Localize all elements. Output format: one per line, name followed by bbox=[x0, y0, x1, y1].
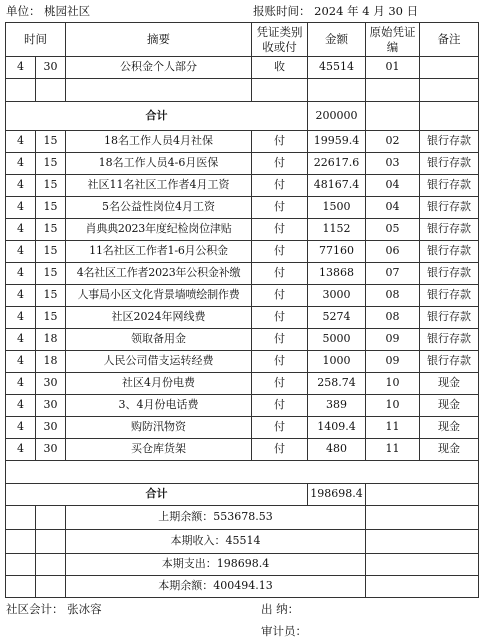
cell-type: 付 bbox=[252, 395, 308, 417]
cell-month: 4 bbox=[6, 307, 36, 329]
cell-remark: 银行存款 bbox=[420, 307, 479, 329]
accountant-signature: 社区会计： 张冰容 bbox=[6, 602, 102, 616]
table-row bbox=[6, 439, 479, 461]
cell-month: 4 bbox=[6, 439, 36, 461]
cell-summary: 3、4月份电话费 bbox=[66, 395, 252, 417]
col-time: 时间 bbox=[6, 23, 66, 57]
current-income-row bbox=[6, 530, 479, 554]
cell-summary: 购防汛物资 bbox=[66, 417, 252, 439]
cell-remark: 银行存款 bbox=[420, 329, 479, 351]
cell-day: 15 bbox=[36, 307, 66, 329]
cell-remark: 银行存款 bbox=[420, 351, 479, 373]
cell-remark bbox=[420, 57, 479, 79]
expense-total-row bbox=[6, 484, 479, 506]
cell-month: 4 bbox=[6, 395, 36, 417]
cell-day: 30 bbox=[36, 395, 66, 417]
cell-voucher-no: 06 bbox=[366, 241, 420, 263]
cell-type: 付 bbox=[252, 175, 308, 197]
cell-day: 15 bbox=[36, 131, 66, 153]
table-row bbox=[6, 263, 479, 285]
cell-remark: 现金 bbox=[420, 439, 479, 461]
cell-month: 4 bbox=[6, 175, 36, 197]
cell-type: 收 bbox=[252, 57, 308, 79]
cell-month: 4 bbox=[6, 197, 36, 219]
table-row bbox=[6, 131, 479, 153]
cell-day: 15 bbox=[36, 153, 66, 175]
cell-type: 付 bbox=[252, 351, 308, 373]
cell-amount: 1500 bbox=[308, 197, 366, 219]
col-summary: 摘要 bbox=[66, 23, 252, 57]
cell-amount: 77160 bbox=[308, 241, 366, 263]
cell-voucher-no: 07 bbox=[366, 263, 420, 285]
cell-amount: 258.74 bbox=[308, 373, 366, 395]
cell-month: 4 bbox=[6, 373, 36, 395]
cell-type: 付 bbox=[252, 153, 308, 175]
current-expense-row bbox=[6, 554, 479, 576]
cell-remark: 银行存款 bbox=[420, 263, 479, 285]
header-row bbox=[6, 23, 479, 57]
cell-voucher-no: 08 bbox=[366, 285, 420, 307]
cell-remark: 银行存款 bbox=[420, 241, 479, 263]
expense-total-amount: 198698.4 bbox=[308, 484, 366, 506]
cell-day: 30 bbox=[36, 439, 66, 461]
cell-remark: 现金 bbox=[420, 373, 479, 395]
cell-type: 付 bbox=[252, 417, 308, 439]
cell-day: 15 bbox=[36, 219, 66, 241]
cell-summary: 社区11名社区工作者4月工资 bbox=[66, 175, 252, 197]
table-row bbox=[6, 307, 479, 329]
cell-remark: 现金 bbox=[420, 417, 479, 439]
cell-day: 30 bbox=[36, 373, 66, 395]
cell-day: 15 bbox=[36, 263, 66, 285]
blank-row bbox=[6, 461, 479, 484]
table-row bbox=[6, 329, 479, 351]
cell-type: 付 bbox=[252, 263, 308, 285]
blank-row bbox=[6, 79, 479, 102]
table-row bbox=[6, 373, 479, 395]
table-row bbox=[6, 153, 479, 175]
cell-amount: 45514 bbox=[308, 57, 366, 79]
cell-voucher-no: 10 bbox=[366, 395, 420, 417]
cell-remark: 银行存款 bbox=[420, 197, 479, 219]
cell-summary: 5名公益性岗位4月工资 bbox=[66, 197, 252, 219]
income-total-row bbox=[6, 102, 479, 131]
cell-day: 18 bbox=[36, 351, 66, 373]
table-row bbox=[6, 241, 479, 263]
cell-remark: 银行存款 bbox=[420, 175, 479, 197]
ledger-table bbox=[5, 22, 479, 598]
cell-summary: 公积金个人部分 bbox=[66, 57, 252, 79]
cell-month: 4 bbox=[6, 57, 36, 79]
report-date: 报账时间： 2024 年 4 月 30 日 bbox=[253, 4, 419, 18]
cell-voucher-no: 01 bbox=[366, 57, 420, 79]
cell-remark: 银行存款 bbox=[420, 153, 479, 175]
cell-amount: 13868 bbox=[308, 263, 366, 285]
current-income: 本期收入：45514 bbox=[66, 530, 366, 554]
cell-voucher-no: 09 bbox=[366, 351, 420, 373]
cell-voucher-no: 09 bbox=[366, 329, 420, 351]
cell-voucher-no: 08 bbox=[366, 307, 420, 329]
cell-type: 付 bbox=[252, 373, 308, 395]
cell-summary: 18名工作人员4月社保 bbox=[66, 131, 252, 153]
cell-day: 30 bbox=[36, 417, 66, 439]
cell-month: 4 bbox=[6, 285, 36, 307]
cell-day: 30 bbox=[36, 57, 66, 79]
cell-month: 4 bbox=[6, 131, 36, 153]
col-voucher-type: 凭证类别收或付 bbox=[252, 23, 308, 57]
cell-voucher-no: 11 bbox=[366, 417, 420, 439]
current-balance-row bbox=[6, 576, 479, 598]
cell-type: 付 bbox=[252, 241, 308, 263]
cell-voucher-no: 03 bbox=[366, 153, 420, 175]
cell-summary: 18名工作人员4-6月医保 bbox=[66, 153, 252, 175]
cell-summary: 社区2024年网线费 bbox=[66, 307, 252, 329]
cashier-signature: 出 纳： bbox=[261, 602, 300, 616]
cell-type: 付 bbox=[252, 131, 308, 153]
cell-amount: 1000 bbox=[308, 351, 366, 373]
cell-amount: 3000 bbox=[308, 285, 366, 307]
cell-type: 付 bbox=[252, 329, 308, 351]
current-expense: 本期支出：198698.4 bbox=[66, 554, 366, 576]
cell-voucher-no: 10 bbox=[366, 373, 420, 395]
table-row bbox=[6, 285, 479, 307]
cell-month: 4 bbox=[6, 219, 36, 241]
table-row bbox=[6, 351, 479, 373]
cell-type: 付 bbox=[252, 307, 308, 329]
expense-total-label: 合计 bbox=[6, 484, 308, 506]
cell-amount: 5274 bbox=[308, 307, 366, 329]
cell-summary: 11名社区工作者1-6月公积金 bbox=[66, 241, 252, 263]
cell-amount: 19959.4 bbox=[308, 131, 366, 153]
cell-voucher-no: 02 bbox=[366, 131, 420, 153]
table-row bbox=[6, 395, 479, 417]
cell-month: 4 bbox=[6, 329, 36, 351]
cell-remark: 银行存款 bbox=[420, 285, 479, 307]
table-row bbox=[6, 197, 479, 219]
cell-summary: 领取备用金 bbox=[66, 329, 252, 351]
cell-amount: 22617.6 bbox=[308, 153, 366, 175]
cell-type: 付 bbox=[252, 197, 308, 219]
income-total-amount: 200000 bbox=[308, 102, 366, 131]
table-row bbox=[6, 219, 479, 241]
table-row bbox=[6, 175, 479, 197]
cell-type: 付 bbox=[252, 219, 308, 241]
current-balance: 本期余额：400494.13 bbox=[66, 576, 366, 598]
cell-summary: 买仓库货架 bbox=[66, 439, 252, 461]
table-row bbox=[6, 57, 479, 79]
previous-balance: 上期余额：553678.53 bbox=[66, 506, 366, 530]
cell-day: 15 bbox=[36, 197, 66, 219]
cell-amount: 1409.4 bbox=[308, 417, 366, 439]
cell-amount: 389 bbox=[308, 395, 366, 417]
cell-summary: 人民公司借支运转经费 bbox=[66, 351, 252, 373]
previous-balance-row bbox=[6, 506, 479, 530]
unit-label: 单位： 桃园社区 bbox=[6, 4, 91, 18]
cell-day: 15 bbox=[36, 175, 66, 197]
cell-month: 4 bbox=[6, 351, 36, 373]
cell-amount: 5000 bbox=[308, 329, 366, 351]
col-voucher-no: 原始凭证 编 bbox=[366, 23, 420, 57]
cell-amount: 480 bbox=[308, 439, 366, 461]
cell-voucher-no: 11 bbox=[366, 439, 420, 461]
cell-remark: 银行存款 bbox=[420, 219, 479, 241]
cell-summary: 人事局小区文化背景墙喷绘制作费 bbox=[66, 285, 252, 307]
income-total-label: 合计 bbox=[6, 102, 308, 131]
cell-month: 4 bbox=[6, 263, 36, 285]
cell-remark: 银行存款 bbox=[420, 131, 479, 153]
cell-voucher-no: 04 bbox=[366, 197, 420, 219]
cell-remark: 现金 bbox=[420, 395, 479, 417]
cell-day: 18 bbox=[36, 329, 66, 351]
cell-month: 4 bbox=[6, 417, 36, 439]
cell-day: 15 bbox=[36, 285, 66, 307]
cell-day: 15 bbox=[36, 241, 66, 263]
cell-type: 付 bbox=[252, 285, 308, 307]
cell-month: 4 bbox=[6, 153, 36, 175]
auditor-signature: 审计员： bbox=[261, 624, 307, 638]
cell-month: 4 bbox=[6, 241, 36, 263]
cell-summary: 社区4月份电费 bbox=[66, 373, 252, 395]
cell-voucher-no: 05 bbox=[366, 219, 420, 241]
table-row bbox=[6, 417, 479, 439]
cell-voucher-no: 04 bbox=[366, 175, 420, 197]
cell-amount: 48167.4 bbox=[308, 175, 366, 197]
cell-summary: 肖典典2023年度纪检岗位津贴 bbox=[66, 219, 252, 241]
cell-summary: 4名社区工作者2023年公积金补缴 bbox=[66, 263, 252, 285]
cell-amount: 1152 bbox=[308, 219, 366, 241]
cell-type: 付 bbox=[252, 439, 308, 461]
col-remarks: 备注 bbox=[420, 23, 479, 57]
col-amount: 金额 bbox=[308, 23, 366, 57]
